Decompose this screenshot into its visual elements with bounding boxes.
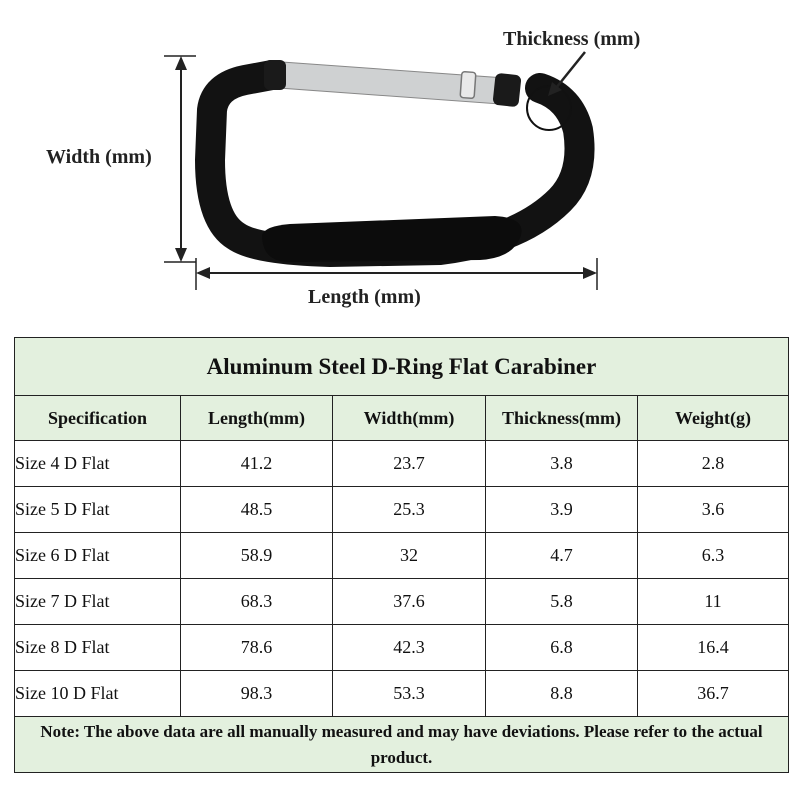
spec-cell: Size 4 D Flat [15,441,181,487]
spec-cell: Size 6 D Flat [15,533,181,579]
weight-cell: 11 [638,579,789,625]
width-label: Width (mm) [46,146,152,168]
thickness-cell: 5.8 [486,579,638,625]
weight-cell: 36.7 [638,671,789,717]
length-cell: 78.6 [181,625,333,671]
spec-table [14,337,789,773]
width-cell: 25.3 [333,487,486,533]
length-arrowhead-right [583,267,597,279]
table-row [15,671,789,717]
table-header-row [15,396,789,441]
table-row [15,625,789,671]
table-row [15,533,789,579]
width-cell: 23.7 [333,441,486,487]
length-label: Length (mm) [308,286,421,308]
spec-cell: Size 5 D Flat [15,487,181,533]
length-cell: 58.9 [181,533,333,579]
table-row [15,441,789,487]
thickness-cell: 3.9 [486,487,638,533]
width-arrowhead-bottom [175,248,187,262]
carabiner-grip [262,216,522,262]
spec-cell: Size 8 D Flat [15,625,181,671]
length-cell: 41.2 [181,441,333,487]
weight-cell: 2.8 [638,441,789,487]
width-cell: 42.3 [333,625,486,671]
weight-cell: 16.4 [638,625,789,671]
length-cell: 68.3 [181,579,333,625]
thickness-cell: 4.7 [486,533,638,579]
width-arrowhead-top [175,56,187,70]
gate-rivet [460,72,476,99]
spec-cell: Size 7 D Flat [15,579,181,625]
width-cell: 32 [333,533,486,579]
weight-cell: 6.3 [638,533,789,579]
table-row [15,579,789,625]
length-cell: 98.3 [181,671,333,717]
length-arrowhead-left [196,267,210,279]
thickness-cell: 6.8 [486,625,638,671]
weight-cell: 3.6 [638,487,789,533]
spec-cell: Size 10 D Flat [15,671,181,717]
gate-hinge [264,60,286,90]
column-header: Specification [15,396,181,441]
length-cell: 48.5 [181,487,333,533]
table-row [15,487,789,533]
column-header: Length(mm) [181,396,333,441]
table-title: Aluminum Steel D-Ring Flat Carabiner [15,338,789,396]
table-note: Note: The above data are all manually measured and may have deviations. Please refer to the actual product. [15,717,789,773]
width-cell: 53.3 [333,671,486,717]
thickness-arrow [556,52,585,88]
column-header: Width(mm) [333,396,486,441]
column-header: Thickness(mm) [486,396,638,441]
gate-nose [492,73,521,108]
thickness-cell: 3.8 [486,441,638,487]
thickness-cell: 8.8 [486,671,638,717]
width-cell: 37.6 [333,579,486,625]
thickness-label: Thickness (mm) [503,28,641,50]
carabiner-diagram [0,0,800,330]
column-header: Weight(g) [638,396,789,441]
